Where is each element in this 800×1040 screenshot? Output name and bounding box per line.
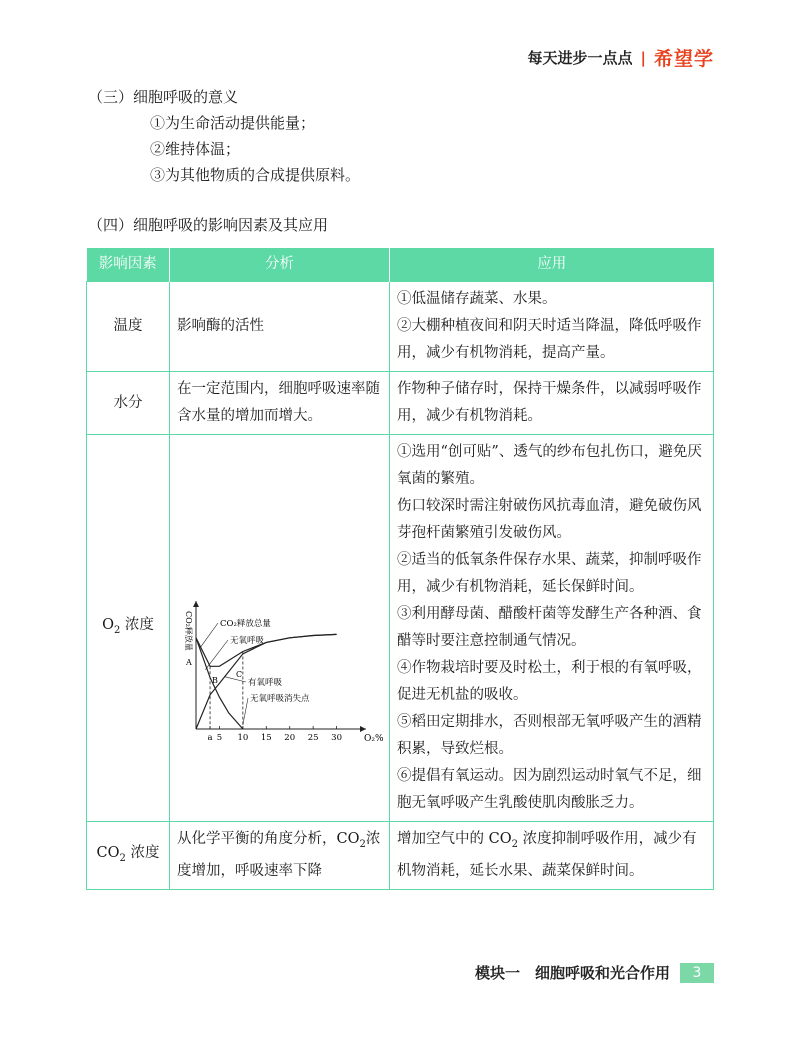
app-line: ③利用酵母菌、醋酸杆菌等发酵生产各种酒、食醋等时要注意控制通气情况。 xyxy=(397,606,702,649)
x-tick-label: 20 xyxy=(284,733,296,743)
header-analysis: 分析 xyxy=(170,248,390,282)
factor-water: 水分 xyxy=(87,372,170,435)
point-label-c: C xyxy=(236,670,243,679)
annotation-anaerobic-end: 无氧呼吸消失点 xyxy=(250,694,310,704)
analysis-water: 在一定范围内，细胞呼吸速率随含水量的增加而增大。 xyxy=(170,372,390,435)
table-header-row xyxy=(87,248,714,282)
table-row-temperature xyxy=(87,282,714,372)
app-line: ①低温储存蔬菜、水果。 xyxy=(397,291,557,307)
table-row-oxygen xyxy=(87,435,714,822)
analysis-co2: 从化学平衡的角度分析，$CO_2$浓度增加，呼吸速率下降 xyxy=(170,822,390,890)
point-label-b: B xyxy=(212,676,218,685)
app-line: ⑤稻田定期排水，否则根部无氧呼吸产生的酒精积累，导致烂根。 xyxy=(397,714,702,757)
x-tick-label: 10 xyxy=(237,733,249,743)
legend-aerobic: 有氧呼吸 xyxy=(248,678,283,688)
app-line: ⑥提倡有氧运动。因为剧烈运动时氧气不足，细胞无氧呼吸产生乳酸使肌肉酸胀乏力。 xyxy=(397,768,702,811)
x-axis-arrow xyxy=(360,726,366,732)
series-line-0 xyxy=(196,634,337,666)
factor-oxygen: $O_2$ 浓度 xyxy=(87,435,170,822)
slogan: 每天进步一点点 xyxy=(527,49,633,67)
oxygen-respiration-chart xyxy=(170,493,388,753)
table-row-water xyxy=(87,372,714,435)
header-application: 应用 xyxy=(390,248,714,282)
x-tick-label: 25 xyxy=(307,733,319,743)
x-tick-label: 30 xyxy=(331,733,342,743)
table-row-co2 xyxy=(87,822,714,890)
analysis-temperature: 影响酶的活性 xyxy=(170,282,390,372)
oxygen-chart-cell xyxy=(170,435,390,822)
x-tick-label: a xyxy=(207,733,213,743)
header-divider: | xyxy=(640,48,646,67)
legend-total-co2: CO₂释放总量 xyxy=(220,619,271,629)
app-line: 伤口较深时需注射破伤风抗毒血清，避免破伤风芽孢杆菌繁殖引发破伤风。 xyxy=(397,498,702,541)
application-temperature xyxy=(390,282,714,372)
leader-vanish xyxy=(243,698,248,725)
application-oxygen xyxy=(390,435,714,822)
page-footer xyxy=(475,962,714,983)
section3-title: （三）细胞呼吸的意义 xyxy=(88,88,239,106)
section3-item-1: ①为生命活动提供能量； xyxy=(150,114,316,132)
section3-item-3: ③为其他物质的合成提供原料。 xyxy=(150,166,361,184)
page-number: 3 xyxy=(680,963,714,983)
app-line: ④作物栽培时要及时松土，利于根的有氧呼吸，促进无机盐的吸收。 xyxy=(397,660,702,703)
app-line: ①选用“创可贴”、透气的纱布包扎伤口，避免厌氧菌的繁殖。 xyxy=(397,444,702,487)
brand-logo: 希望学 xyxy=(653,48,714,70)
leader-total xyxy=(201,623,218,647)
application-co2: 增加空气中的 $CO_2$ 浓度抑制呼吸作用，减少有机物消耗，延长水果、蔬菜保鲜时间。 xyxy=(390,822,714,890)
legend-anaerobic: 无氧呼吸 xyxy=(230,636,265,646)
x-axis-label: O₂% xyxy=(364,734,384,744)
y-axis-arrow xyxy=(193,601,199,607)
header-factor: 影响因素 xyxy=(87,248,170,282)
factors-table xyxy=(86,248,714,890)
section4-title: （四）细胞呼吸的影响因素及其应用 xyxy=(88,216,329,234)
page-header xyxy=(527,44,714,71)
x-tick-label: 5 xyxy=(216,733,223,743)
point-label-a-upper: A xyxy=(186,658,192,667)
factor-temperature: 温度 xyxy=(87,282,170,372)
app-line: ②大棚种植夜间和阴天时适当降温，降低呼吸作用，减少有机物消耗，提高产量。 xyxy=(397,318,702,361)
y-axis-label: CO₂释放量 xyxy=(184,611,193,651)
module-title: 模块一 细胞呼吸和光合作用 xyxy=(474,964,670,982)
section3-item-2: ②维持体温； xyxy=(150,140,241,158)
application-water: 作物种子储存时，保持干燥条件，以减弱呼吸作用，减少有机物消耗。 xyxy=(390,372,714,435)
x-tick-label: 15 xyxy=(260,733,272,743)
leader-anaerobic xyxy=(205,640,228,670)
app-line: ②适当的低氧条件保存水果、蔬菜，抑制呼吸作用，减少有机物消耗，延长保鲜时间。 xyxy=(397,552,702,595)
factor-co2: $CO_2$ 浓度 xyxy=(87,822,170,890)
